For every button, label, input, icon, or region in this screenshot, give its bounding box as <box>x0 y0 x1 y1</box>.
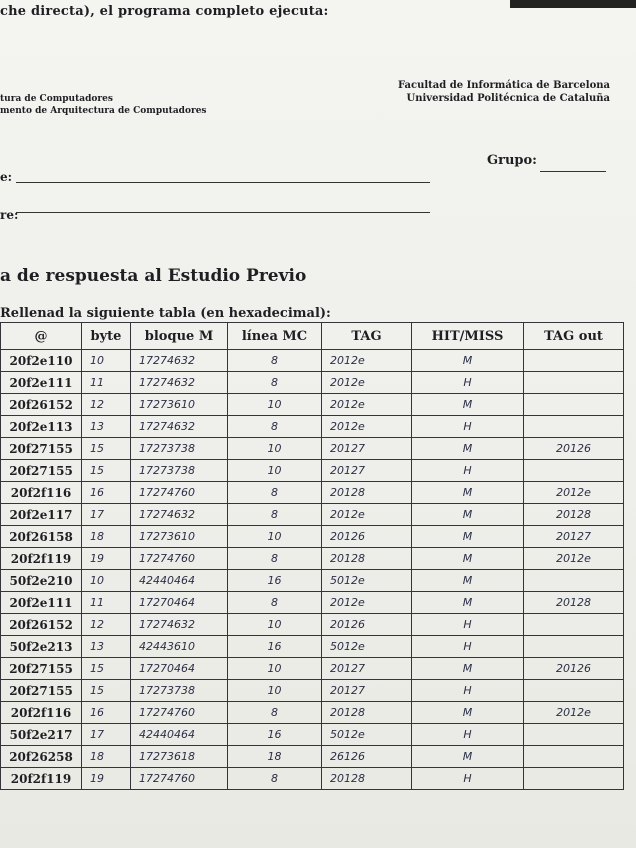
address-cell: 20f2f116 <box>1 482 82 504</box>
byte-cell: 15 <box>82 460 131 482</box>
tag-out-cell <box>524 460 624 482</box>
faculty-line-1: Facultad de Informática de Barcelona <box>397 80 610 91</box>
table-row <box>1 350 624 372</box>
byte-cell: 15 <box>82 438 131 460</box>
hit-miss-cell: M <box>412 592 524 614</box>
byte-cell: 13 <box>82 636 131 658</box>
hit-miss-cell: M <box>412 350 524 372</box>
table-row <box>1 680 624 702</box>
grupo-label: Grupo: <box>487 153 537 168</box>
tag-out-cell <box>524 724 624 746</box>
tag-cell: 20128 <box>322 548 412 570</box>
bloque-cell: 17273610 <box>131 394 228 416</box>
byte-cell: 10 <box>82 350 131 372</box>
address-cell: 20f27155 <box>1 460 82 482</box>
name-field-1 <box>0 170 12 184</box>
byte-cell: 19 <box>82 548 131 570</box>
table-row <box>1 592 624 614</box>
bloque-cell: 42443610 <box>131 636 228 658</box>
tag-out-cell: 2012e <box>524 482 624 504</box>
linea-cell: 10 <box>228 680 322 702</box>
bloque-cell: 17274632 <box>131 372 228 394</box>
answer-table-wrapper <box>0 322 616 788</box>
tag-out-cell: 20128 <box>524 504 624 526</box>
address-cell: 20f27155 <box>1 438 82 460</box>
table-row <box>1 438 624 460</box>
byte-cell: 11 <box>82 592 131 614</box>
bloque-cell: 17274760 <box>131 768 228 790</box>
linea-cell: 16 <box>228 724 322 746</box>
linea-cell: 10 <box>228 438 322 460</box>
linea-cell: 8 <box>228 768 322 790</box>
dark-corner-shadow <box>510 0 636 8</box>
hit-miss-cell: M <box>412 394 524 416</box>
tag-out-cell <box>524 746 624 768</box>
linea-cell: 8 <box>228 702 322 724</box>
byte-cell: 15 <box>82 658 131 680</box>
address-cell: 20f2f119 <box>1 548 82 570</box>
table-row <box>1 636 624 658</box>
linea-cell: 8 <box>228 504 322 526</box>
hit-miss-cell: H <box>412 724 524 746</box>
table-row <box>1 548 624 570</box>
linea-cell: 8 <box>228 548 322 570</box>
table-row <box>1 570 624 592</box>
tag-cell: 20127 <box>322 460 412 482</box>
tag-out-cell: 20126 <box>524 438 624 460</box>
tag-cell: 2012e <box>322 416 412 438</box>
tag-out-cell: 2012e <box>524 548 624 570</box>
tag-cell: 5012e <box>322 570 412 592</box>
byte-cell: 18 <box>82 746 131 768</box>
address-cell: 20f2e110 <box>1 350 82 372</box>
tag-cell: 5012e <box>322 724 412 746</box>
address-cell: 50f2e217 <box>1 724 82 746</box>
tag-out-cell <box>524 416 624 438</box>
column-header-address: @ <box>1 323 82 350</box>
table-row <box>1 526 624 548</box>
column-header-tag-out: TAG out <box>524 323 624 350</box>
table-instruction: Rellenad la siguiente tabla (en hexadecimal): <box>0 306 331 321</box>
byte-cell: 13 <box>82 416 131 438</box>
tag-cell: 20127 <box>322 680 412 702</box>
linea-cell: 16 <box>228 570 322 592</box>
tag-out-cell: 20126 <box>524 658 624 680</box>
byte-cell: 12 <box>82 394 131 416</box>
address-cell: 20f26258 <box>1 746 82 768</box>
tag-cell: 20128 <box>322 482 412 504</box>
hit-miss-cell: H <box>412 416 524 438</box>
address-cell: 20f27155 <box>1 658 82 680</box>
tag-out-cell <box>524 680 624 702</box>
tag-out-cell <box>524 394 624 416</box>
linea-cell: 10 <box>228 394 322 416</box>
byte-cell: 12 <box>82 614 131 636</box>
table-row <box>1 702 624 724</box>
tag-cell: 2012e <box>322 504 412 526</box>
tag-cell: 5012e <box>322 636 412 658</box>
table-row <box>1 394 624 416</box>
tag-out-cell <box>524 350 624 372</box>
hit-miss-cell: H <box>412 680 524 702</box>
tag-cell: 2012e <box>322 372 412 394</box>
name-label-1: e: <box>0 170 13 184</box>
tag-out-cell <box>524 372 624 394</box>
table-row <box>1 658 624 680</box>
column-header-linea: línea MC <box>228 323 322 350</box>
department-header <box>0 93 207 117</box>
hit-miss-cell: M <box>412 702 524 724</box>
linea-cell: 8 <box>228 482 322 504</box>
linea-cell: 16 <box>228 636 322 658</box>
linea-cell: 18 <box>228 746 322 768</box>
hit-miss-cell: M <box>412 746 524 768</box>
bloque-cell: 17273738 <box>131 680 228 702</box>
department-line-2: mento de Arquitectura de Computadores <box>0 106 207 116</box>
tag-cell: 2012e <box>322 350 412 372</box>
table-row <box>1 724 624 746</box>
tag-out-cell <box>524 570 624 592</box>
tag-cell: 20126 <box>322 614 412 636</box>
linea-cell: 10 <box>228 658 322 680</box>
tag-cell: 20128 <box>322 768 412 790</box>
bloque-cell: 17274632 <box>131 614 228 636</box>
byte-cell: 10 <box>82 570 131 592</box>
name-field-2 <box>0 208 18 222</box>
hit-miss-cell: M <box>412 526 524 548</box>
department-line-1: tura de Computadores <box>0 94 113 104</box>
bloque-cell: 17274760 <box>131 548 228 570</box>
linea-cell: 10 <box>228 460 322 482</box>
bloque-cell: 42440464 <box>131 724 228 746</box>
hit-miss-cell: M <box>412 548 524 570</box>
column-header-bloque: bloque M <box>131 323 228 350</box>
address-cell: 50f2e213 <box>1 636 82 658</box>
bloque-cell: 42440464 <box>131 570 228 592</box>
linea-cell: 8 <box>228 372 322 394</box>
hit-miss-cell: H <box>412 372 524 394</box>
byte-cell: 18 <box>82 526 131 548</box>
bloque-cell: 17273738 <box>131 438 228 460</box>
name-label-2: re: <box>0 208 19 222</box>
linea-cell: 10 <box>228 526 322 548</box>
byte-cell: 11 <box>82 372 131 394</box>
hit-miss-cell: M <box>412 438 524 460</box>
bloque-cell: 17274632 <box>131 416 228 438</box>
byte-cell: 15 <box>82 680 131 702</box>
faculty-header <box>390 79 610 105</box>
column-header-hit-miss: HIT/MISS <box>412 323 524 350</box>
tag-cell: 26126 <box>322 746 412 768</box>
tag-out-cell <box>524 636 624 658</box>
bloque-cell: 17273738 <box>131 460 228 482</box>
grupo-underline <box>540 171 606 172</box>
hit-miss-cell: M <box>412 504 524 526</box>
table-row <box>1 460 624 482</box>
bloque-cell: 17274760 <box>131 482 228 504</box>
tag-out-cell <box>524 768 624 790</box>
top-text-line: che directa), el programa completo ejecuta: <box>0 4 329 19</box>
byte-cell: 16 <box>82 482 131 504</box>
bloque-cell: 17274760 <box>131 702 228 724</box>
hit-miss-cell: M <box>412 570 524 592</box>
table-body <box>1 350 624 790</box>
hit-miss-cell: M <box>412 658 524 680</box>
address-cell: 20f2f116 <box>1 702 82 724</box>
hit-miss-cell: H <box>412 460 524 482</box>
tag-cell: 2012e <box>322 592 412 614</box>
tag-out-cell: 20127 <box>524 526 624 548</box>
linea-cell: 8 <box>228 350 322 372</box>
tag-out-cell: 20128 <box>524 592 624 614</box>
address-cell: 20f27155 <box>1 680 82 702</box>
column-header-byte: byte <box>82 323 131 350</box>
answer-table <box>0 322 624 790</box>
name-underline-2 <box>16 212 430 213</box>
byte-cell: 19 <box>82 768 131 790</box>
table-row <box>1 504 624 526</box>
table-row <box>1 372 624 394</box>
address-cell: 20f26152 <box>1 614 82 636</box>
byte-cell: 17 <box>82 724 131 746</box>
table-row <box>1 416 624 438</box>
table-header-row <box>1 323 624 350</box>
table-row <box>1 614 624 636</box>
hit-miss-cell: H <box>412 768 524 790</box>
linea-cell: 10 <box>228 614 322 636</box>
address-cell: 20f2e113 <box>1 416 82 438</box>
faculty-line-2: Universidad Politécnica de Cataluña <box>406 93 610 104</box>
name-underline-1 <box>16 182 430 183</box>
bloque-cell: 17274632 <box>131 504 228 526</box>
tag-cell: 2012e <box>322 394 412 416</box>
table-row <box>1 482 624 504</box>
tag-out-cell <box>524 614 624 636</box>
address-cell: 20f2f119 <box>1 768 82 790</box>
bloque-cell: 17274632 <box>131 350 228 372</box>
linea-cell: 8 <box>228 416 322 438</box>
bloque-cell: 17273618 <box>131 746 228 768</box>
tag-cell: 20127 <box>322 658 412 680</box>
bloque-cell: 17270464 <box>131 592 228 614</box>
tag-cell: 20126 <box>322 526 412 548</box>
bloque-cell: 17273610 <box>131 526 228 548</box>
tag-cell: 20127 <box>322 438 412 460</box>
byte-cell: 16 <box>82 702 131 724</box>
address-cell: 50f2e210 <box>1 570 82 592</box>
hit-miss-cell: H <box>412 636 524 658</box>
bloque-cell: 17270464 <box>131 658 228 680</box>
column-header-tag: TAG <box>322 323 412 350</box>
section-heading: a de respuesta al Estudio Previo <box>0 266 307 286</box>
address-cell: 20f2e117 <box>1 504 82 526</box>
tag-out-cell: 2012e <box>524 702 624 724</box>
linea-cell: 8 <box>228 592 322 614</box>
hit-miss-cell: M <box>412 482 524 504</box>
address-cell: 20f2e111 <box>1 592 82 614</box>
byte-cell: 17 <box>82 504 131 526</box>
address-cell: 20f2e111 <box>1 372 82 394</box>
address-cell: 20f26158 <box>1 526 82 548</box>
hit-miss-cell: H <box>412 614 524 636</box>
table-row <box>1 768 624 790</box>
address-cell: 20f26152 <box>1 394 82 416</box>
tag-cell: 20128 <box>322 702 412 724</box>
table-row <box>1 746 624 768</box>
